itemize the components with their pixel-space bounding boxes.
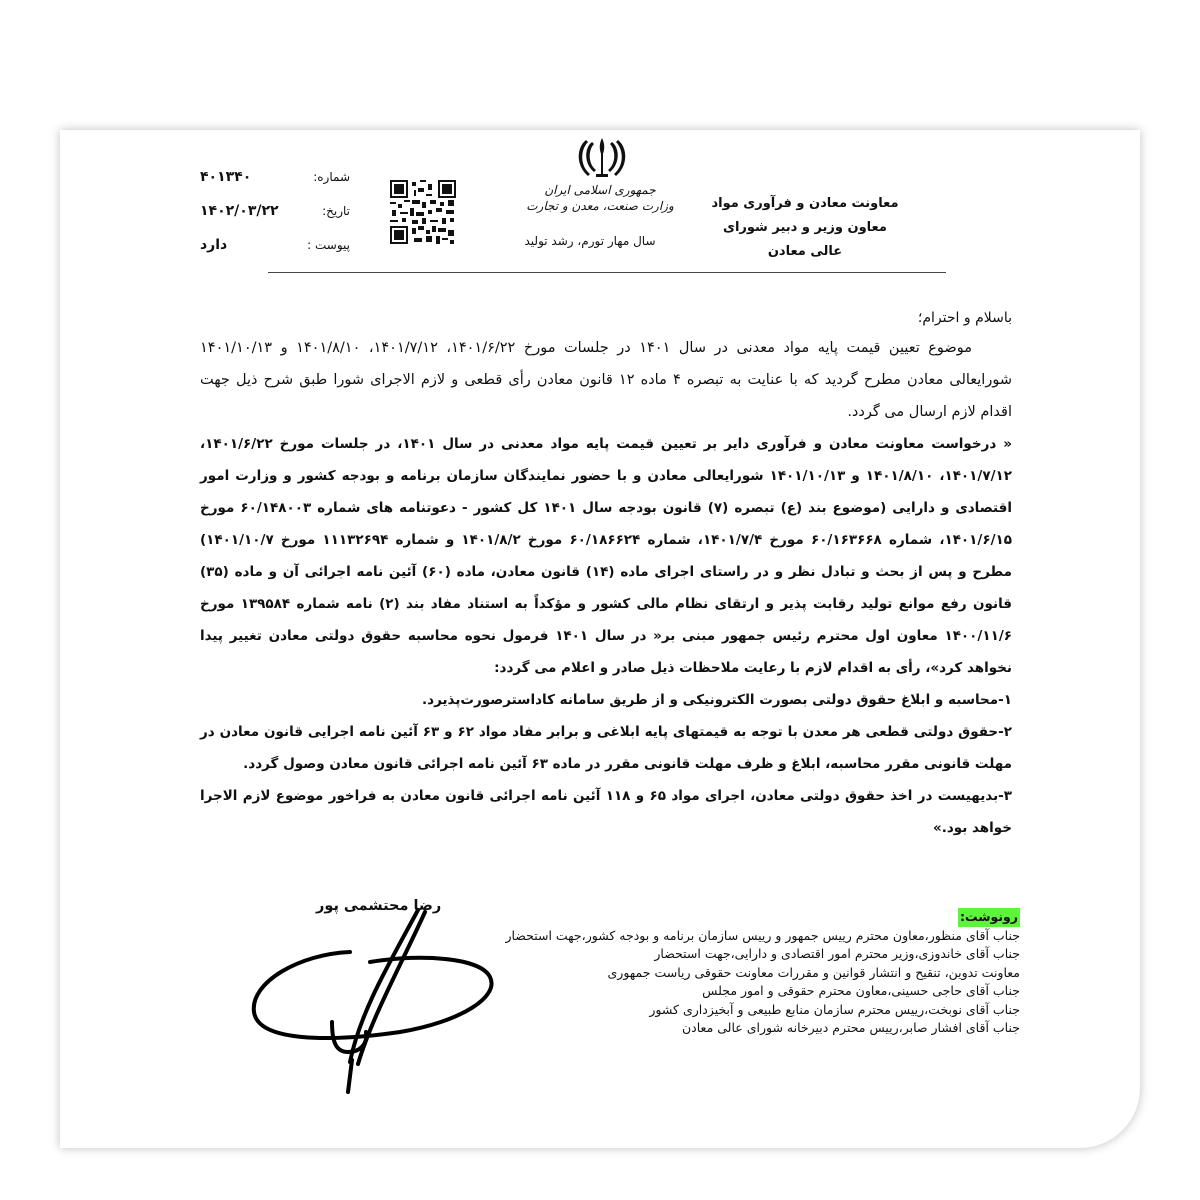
resolution-item-2: ۲-حقوق دولتی قطعی هر معدن با توجه به قیمتهای پایه ابلاغی و برابر مفاد مواد ۶۲ و ۶۳ آئین نامه اجرایی قانون معادن در مهلت قانونی مقرر محاسبه، ابلاغ و ظرف مهلت قانونی مقرر در ماده ۶۳ آئین نامه اجرائی قانون معادن وصول گردد.: [200, 724, 1013, 772]
cc-list: [430, 908, 1020, 1038]
paragraph-intro: موضوع تعیین قیمت پایه مواد معدنی در سال ۱۴۰۱ در جلسات مورخ ۱۴۰۱/۶/۲۲، ۱۴۰۱/۷/۱۲، ۱۴۰۱/۸/۱۰ و ۱۴۰۱/۱۰/۱۳ شورایعالی معادن مطرح گردید که با عنایت به تبصره ۴ ماده ۱۲ قانون معادن رأی قطعی و لازم الاجرای شورا طبق شرح ذیل جهت اقدام لازم ارسال می گردد.: [200, 340, 1012, 420]
department-header: [705, 192, 905, 264]
date-value: ۱۴۰۲/۰۳/۲۲: [200, 203, 279, 219]
cc-line: جناب آقای خاندوزی،وزیر محترم امور اقتصادی و دارایی،جهت استحضار: [654, 946, 1020, 961]
resolution-item-1: ۱-محاسبه و ابلاغ حقوق دولتی بصورت الکترونیکی و از طریق سامانه کاداسترصورت‌پذیرد.: [422, 692, 1012, 708]
logo-line-2: وزارت صنعت، معدن و تجارت: [526, 199, 674, 213]
year-slogan: سال مهار تورم، رشد تولید: [524, 234, 656, 248]
number-label: شماره:: [313, 170, 350, 184]
resolution-item-3: ۳-بدیهیست در اخذ حقوق دولتی معادن، اجرای مواد ۶۵ و ۱۱۸ آئین نامه اجرائی قانون معادن به فراخور موضوع لازم الاجرا خواهد بود.»: [200, 788, 1013, 836]
attachment-label: پیوست :: [307, 238, 350, 252]
attachment-value: دارد: [200, 237, 228, 253]
paragraph-resolution: « درخواست معاونت معادن و فرآوری دایر بر تعیین قیمت پایه مواد معدنی در سال ۱۴۰۱، در جلسات مورخ ۱۴۰۱/۶/۲۲، ۱۴۰۱/۷/۱۲، ۱۴۰۱/۸/۱۰ و ۱۴۰۱/۱۰/۱۳ شورایعالی معادن و با حضور نمایندگان سازمان برنامه و بودجه کشور و وزارت امور اقتصادی و دارایی (موضوع بند (ع) تبصره (۷) قانون بودجه سال ۱۴۰۱ کل کشور - دعوتنامه های شماره ۶۰/۱۴۸۰۰۳ مورخ ۱۴۰۱/۶/۱۵، شماره ۶۰/۱۶۳۶۶۸ مورخ ۱۴۰۱/۷/۴، شماره ۶۰/۱۸۶۶۲۴ مورخ ۱۴۰۱/۸/۲ و شماره ۱۱۱۳۲۶۹۴ مورخ ۱۴۰۱/۱۰/۷) مطرح و پس از بحث و تبادل نظر و در راستای اجرای ماده (۱۴) قانون معادن، ماده (۶۰) آئین نامه اجرائی آن و ماده (۳۵) قانون رفع موانع تولید رقابت پذیر و ارتقای نظام مالی کشور و مؤکداً به استناد مفاد بند (۲) نامه شماره ۱۳۹۵۸۴ مورخ ۱۴۰۰/۱۱/۶ معاون اول محترم رئیس جمهور مبنی بر« در سال ۱۴۰۱ فرمول نحوه محاسبه حقوق دولتی معادن تغییر پیدا نخواهد کرد»، رأی به اقدام لازم با رعایت ملاحظات ذیل صادر و اعلام می گردد:: [200, 436, 1012, 676]
logo-line-1: جمهوری اسلامی ایران: [544, 183, 656, 197]
cc-line: جناب آقای نوبخت،رییس محترم سازمان منابع طبیعی و آبخیزداری کشور: [649, 1001, 1020, 1017]
number-row: [200, 160, 350, 194]
letter-body: [200, 310, 1012, 844]
qr-code-icon: [390, 180, 456, 244]
cc-line: جناب آقای حاجی حسینی،معاون محترم حقوقی و امور مجلس: [702, 983, 1020, 998]
letter-metadata: [200, 160, 350, 262]
date-row: [200, 194, 350, 228]
header-divider: [268, 272, 946, 273]
cc-title: رونوشت:: [958, 908, 1020, 927]
date-label: تاریخ:: [322, 204, 350, 218]
department-line-2: معاون وزیر و دبیر شورای عالی معادن: [723, 220, 887, 259]
iran-emblem-icon: [572, 134, 632, 180]
ministry-logo-text: [520, 182, 680, 214]
cc-line: معاونت تدوین، تنقیح و انتشار قوانین و مقررات معاونت حقوقی ریاست جمهوری: [607, 964, 1020, 980]
cc-line: جناب آقای منظور،معاون محترم رییس جمهور و رییس سازمان برنامه و بودجه کشور،جهت استحضار: [505, 927, 1020, 943]
number-value: ۴۰۱۳۴۰: [200, 169, 252, 185]
signatory-name: رضا محتشمی پور: [316, 898, 442, 914]
attachment-row: [200, 228, 350, 262]
department-line-1: معاونت معادن و فرآوری مواد: [711, 196, 899, 211]
cc-line: جناب آقای افشار صابر،رییس محترم دبیرخانه شورای عالی معادن: [681, 1020, 1020, 1035]
greeting: باسلام و احترام؛: [917, 310, 1012, 326]
